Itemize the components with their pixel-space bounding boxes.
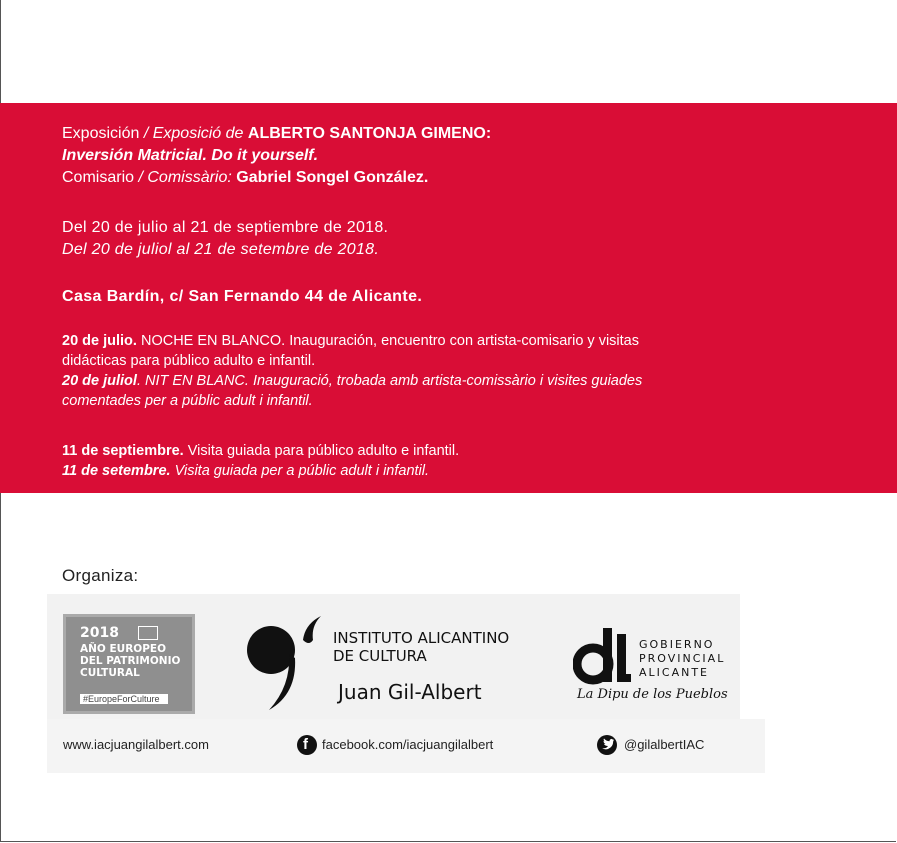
dipu-line1: GOBIERNO [639, 638, 715, 651]
separator: / [139, 125, 153, 142]
event-date-es: 11 de septiembre. [62, 443, 184, 459]
info-band [0, 103, 897, 493]
exhibition-title: Inversión Matricial. Do it yourself. [62, 147, 319, 164]
exhibition-block [62, 123, 491, 189]
curator-label-es: Comisario [62, 169, 135, 186]
iac-name [333, 629, 509, 665]
twitter-icon[interactable] [597, 735, 617, 755]
separator: / [134, 169, 148, 186]
organiza-label: Organiza: [62, 566, 139, 585]
dipu-line2: PROVINCIAL [639, 652, 726, 665]
dipu-slogan: La Dipu de los Pueblos [577, 687, 728, 702]
event-text-va: Visita guiada per a públic adult i infantil. [174, 463, 430, 479]
dates-va: Del 20 de juliol al 21 de setembre de 2018. [62, 241, 380, 258]
dates-block [62, 217, 388, 261]
event-text-es: NOCHE EN BLANCO. Inauguración, encuentro con artista-comisario y visitas [140, 333, 639, 349]
curator-label-va: Comissàrio: [147, 169, 232, 186]
facebook-icon[interactable]: f [297, 735, 317, 755]
iac-juan-gil-albert: Juan Gil-Albert [338, 680, 482, 704]
venue: Casa Bardín, c/ San Fernando 44 de Alicante. [62, 288, 423, 305]
dates-es: Del 20 de julio al 21 de septiembre de 2018. [62, 219, 389, 236]
event-text-va-cont: comentades per a públic adult i infantil. [62, 393, 313, 409]
facebook-link[interactable]: facebook.com/iacjuangilalbert [322, 737, 494, 752]
eu-year: 2018 [80, 625, 119, 641]
event-date-va: 11 de setembre. [62, 463, 171, 479]
curator-line [62, 167, 491, 189]
exhibition-line [62, 123, 491, 145]
iac-line1: INSTITUTO ALICANTINO [333, 629, 510, 647]
event-date-es: 20 de julio. [62, 333, 137, 349]
logos-strip [47, 594, 740, 719]
eu-hashtag: #EuropeForCulture [80, 694, 168, 704]
event-text-es-cont: didácticas para público adulto e infantil. [62, 353, 316, 369]
iac-line2: DE CULTURA [333, 647, 427, 665]
eu-line2: DEL PATRIMONIO [80, 655, 181, 667]
eu-line1: AÑO EUROPEO [80, 643, 166, 655]
event-2 [62, 441, 459, 481]
event-date-va: 20 de juliol [62, 373, 137, 389]
label-va: Exposició de [152, 125, 244, 142]
eu-flag-icon [138, 626, 158, 640]
iac-comma-logo-icon [245, 614, 331, 714]
dipu-line3: ALICANTE [639, 666, 710, 679]
curator-name: Gabriel Songel González. [236, 169, 429, 186]
eu-line3: CULTURAL [80, 667, 140, 679]
artist-name: ALBERTO SANTONJA GIMENO: [247, 125, 492, 142]
contact-strip [47, 719, 765, 773]
label-es: Exposición [62, 125, 140, 142]
event-text-va: . NIT EN BLANC. Inauguració, trobada amb artista-comissàrio i visites guiades [136, 373, 643, 389]
dipu-monogram-icon [573, 624, 633, 686]
website-link[interactable]: www.iacjuangilalbert.com [63, 737, 209, 752]
event-text-es: Visita guiada para público adulto e infantil. [187, 443, 460, 459]
event-1 [62, 331, 642, 411]
twitter-link[interactable]: @gilalbertIAC [624, 737, 705, 752]
dipu-name [639, 638, 725, 680]
eu-heritage-logo [63, 614, 195, 714]
